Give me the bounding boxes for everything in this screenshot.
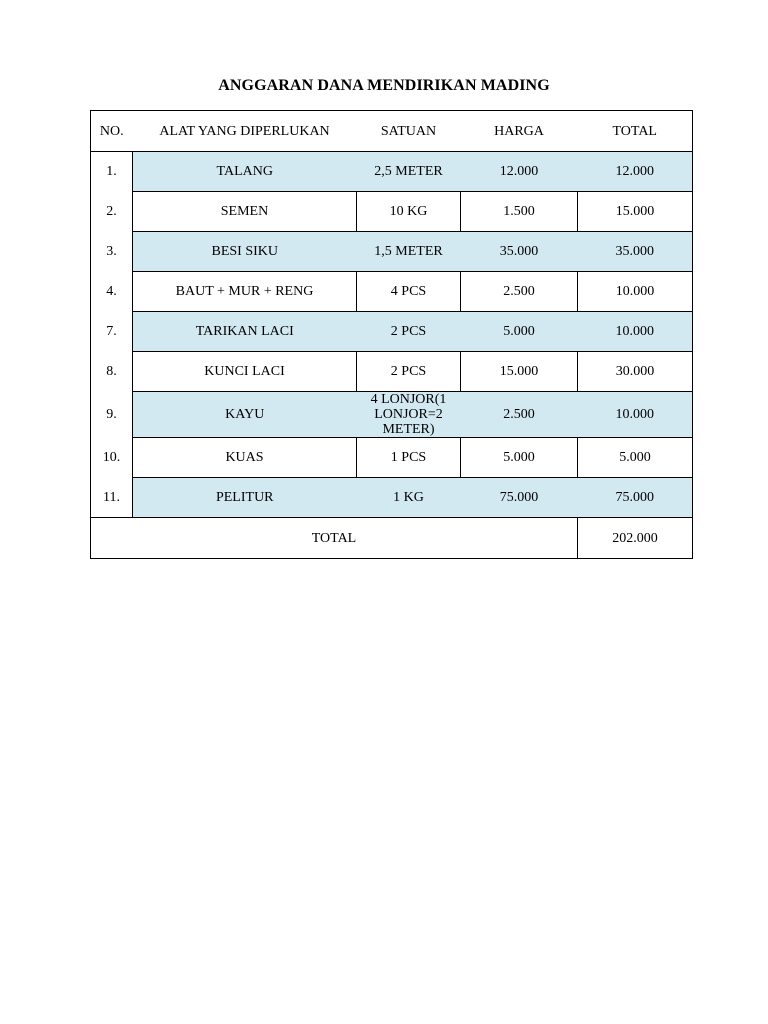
row-price: 75.000 (461, 478, 578, 518)
row-item: PELITUR (133, 478, 357, 518)
table-row (91, 352, 693, 392)
table-header-row (91, 111, 693, 152)
row-total: 15.000 (578, 192, 693, 232)
row-price: 5.000 (461, 312, 578, 352)
row-unit: 1 KG (357, 478, 461, 518)
row-item: KUAS (133, 438, 357, 478)
row-total: 10.000 (578, 312, 693, 352)
header-item: ALAT YANG DIPERLUKAN (133, 111, 357, 152)
row-unit: 10 KG (357, 192, 461, 232)
row-item: TARIKAN LACI (133, 312, 357, 352)
row-no: 4. (91, 272, 133, 312)
row-price: 2.500 (461, 272, 578, 312)
row-no: 11. (91, 478, 133, 518)
table-row (91, 392, 693, 438)
row-item: TALANG (133, 152, 357, 192)
row-total: 10.000 (578, 392, 693, 438)
row-unit: 1,5 METER (357, 232, 461, 272)
row-no: 2. (91, 192, 133, 232)
row-price: 15.000 (461, 352, 578, 392)
row-item: KAYU (133, 392, 357, 438)
row-item: BESI SIKU (133, 232, 357, 272)
row-unit: 4 PCS (357, 272, 461, 312)
header-price: HARGA (461, 111, 578, 152)
table-row (91, 438, 693, 478)
page-title: ANGGARAN DANA MENDIRIKAN MADING (218, 77, 550, 94)
table-row (91, 478, 693, 518)
row-price: 5.000 (461, 438, 578, 478)
row-unit: 4 LONJOR(1 LONJOR=2 METER) (357, 392, 461, 438)
row-item: KUNCI LACI (133, 352, 357, 392)
table-total-row (91, 518, 693, 559)
header-unit: SATUAN (357, 111, 461, 152)
table-row (91, 232, 693, 272)
row-total: 12.000 (578, 152, 693, 192)
table-row (91, 152, 693, 192)
row-total: 10.000 (578, 272, 693, 312)
row-price: 12.000 (461, 152, 578, 192)
header-no: NO. (91, 111, 133, 152)
row-price: 35.000 (461, 232, 578, 272)
grand-total-label: TOTAL (91, 518, 578, 559)
budget-table (90, 110, 693, 559)
row-item: BAUT + MUR + RENG (133, 272, 357, 312)
row-total: 75.000 (578, 478, 693, 518)
grand-total-value: 202.000 (578, 518, 693, 559)
row-no: 10. (91, 438, 133, 478)
row-no: 8. (91, 352, 133, 392)
row-item: SEMEN (133, 192, 357, 232)
table-row (91, 192, 693, 232)
row-total: 5.000 (578, 438, 693, 478)
row-no: 3. (91, 232, 133, 272)
row-no: 7. (91, 312, 133, 352)
row-no: 1. (91, 152, 133, 192)
row-price: 1.500 (461, 192, 578, 232)
row-price: 2.500 (461, 392, 578, 438)
table-row (91, 312, 693, 352)
header-total: TOTAL (578, 111, 693, 152)
row-total: 30.000 (578, 352, 693, 392)
row-total: 35.000 (578, 232, 693, 272)
row-unit: 2 PCS (357, 312, 461, 352)
table-row (91, 272, 693, 312)
row-unit: 2,5 METER (357, 152, 461, 192)
row-unit: 1 PCS (357, 438, 461, 478)
row-unit: 2 PCS (357, 352, 461, 392)
row-no: 9. (91, 392, 133, 438)
